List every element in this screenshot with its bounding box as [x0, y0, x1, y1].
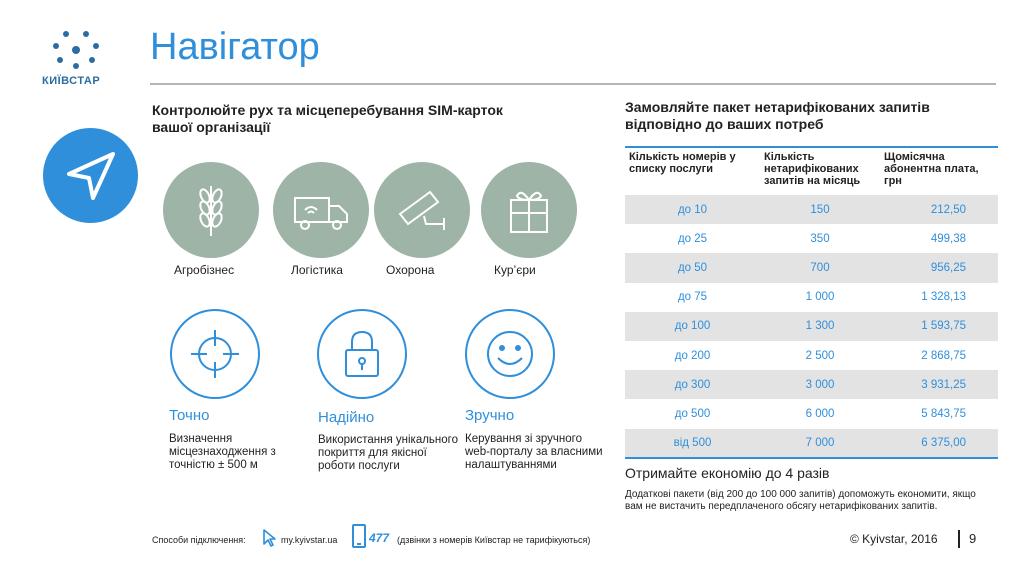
- table-cell-numbers: від 500: [625, 429, 760, 458]
- left-heading: Контролюйте рух та місцеперебування SIM-карток вашої організації: [152, 102, 503, 135]
- feature-reliability-desc: Використання унікального покриття для якісної роботи послуги: [318, 434, 458, 472]
- feature-convenience-desc: Керування зі зручного web-порталу за власними налаштуваннями: [465, 433, 603, 471]
- category-agro-label: Агробізнес: [174, 263, 235, 277]
- table-cell-numbers: до 50: [625, 253, 760, 282]
- category-logistics-label: Логістика: [291, 263, 343, 277]
- page-separator: [958, 530, 960, 548]
- table-cell-requests: 350: [810, 232, 830, 245]
- table-cell-fee: 1 593,75: [880, 312, 998, 341]
- table-row: [625, 253, 998, 282]
- table-cell-fee: 3 931,25: [880, 370, 998, 399]
- table-cell-requests: 7 000: [760, 429, 880, 458]
- table-cell-numbers: до 100: [625, 312, 760, 341]
- table-cell-numbers: до 10: [625, 195, 760, 224]
- feature-convenience-title: Зручно: [465, 407, 515, 424]
- category-couriers: [481, 162, 577, 258]
- table-cell-requests: 6 000: [805, 407, 835, 420]
- table-cell-fee: 5 843,75: [921, 407, 966, 420]
- wheat-icon: [181, 180, 241, 240]
- table-cell-numbers: до 500: [674, 407, 711, 420]
- table-header-requests: Кількість нетарифікованих запитів на місяць: [760, 147, 880, 195]
- table-cell-requests: 3 000: [760, 370, 880, 399]
- navigation-arrow-icon: [63, 148, 118, 203]
- page-title: Навігатор: [150, 26, 320, 68]
- table-cell-requests: 1 000: [805, 291, 835, 304]
- table-row: [625, 224, 998, 253]
- navigator-badge: [43, 128, 138, 223]
- table-row: [625, 195, 998, 224]
- feature-accuracy: [170, 309, 260, 399]
- table-row: [625, 429, 998, 458]
- economy-title: Отримайте економію до 4 разів: [625, 465, 830, 481]
- table-cell-fee: 6 375,00: [880, 429, 998, 458]
- table-header-numbers: Кількість номерів у списку послуги: [625, 147, 760, 195]
- title-divider: [150, 83, 996, 85]
- pricing-table: [625, 146, 998, 459]
- phone-icon: [352, 524, 366, 548]
- category-security: [374, 162, 470, 258]
- table-header-fee: Щомісячна абонентна плата, грн: [880, 147, 998, 195]
- gift-box-icon: [499, 180, 559, 240]
- table-cell-fee: 212,50: [880, 195, 998, 224]
- table-cell-fee: 1 328,13: [921, 291, 966, 304]
- feature-convenience: [465, 309, 555, 399]
- footer-note: (дзвінки з номерів Київстар не тарифікуються): [397, 535, 591, 545]
- portal-link[interactable]: my.kyivstar.ua: [281, 535, 338, 545]
- table-cell-fee: 956,25: [880, 253, 998, 282]
- category-security-label: Охорона: [386, 263, 435, 277]
- table-cell-requests: 1 300: [760, 312, 880, 341]
- cursor-icon: [262, 528, 278, 548]
- truck-icon: [291, 180, 351, 240]
- table-cell-fee: 499,38: [930, 232, 966, 245]
- table-cell-requests: 700: [760, 253, 880, 282]
- category-couriers-label: Кур’єри: [494, 263, 536, 277]
- table-row: [625, 399, 998, 428]
- padlock-icon: [332, 324, 392, 384]
- category-agro: [163, 162, 259, 258]
- table-cell-numbers: до 25: [677, 232, 708, 245]
- feature-accuracy-title: Точно: [169, 407, 210, 424]
- table-cell-fee: 2 868,75: [921, 349, 966, 362]
- page-number: 9: [969, 531, 977, 546]
- copyright: © Kyivstar, 2016: [850, 532, 938, 546]
- crosshair-icon: [185, 324, 245, 384]
- short-number: 477: [369, 531, 390, 545]
- economy-description: Додаткові пакети (від 200 до 100 000 запитів) допоможуть економити, якщо вам не вистачить передплаченого обсягу нетарифікованих запитів.: [625, 489, 976, 512]
- table-cell-numbers: до 300: [625, 370, 760, 399]
- table-cell-requests: 150: [760, 195, 880, 224]
- table-row: [625, 370, 998, 399]
- category-logistics: [273, 162, 369, 258]
- table-cell-requests: 2 500: [805, 349, 835, 362]
- table-row: [625, 283, 998, 312]
- feature-reliability-title: Надійно: [318, 409, 375, 426]
- table-header-row: [625, 147, 998, 195]
- table-row: [625, 312, 998, 341]
- security-camera-icon: [392, 180, 452, 240]
- table-cell-numbers: до 75: [677, 291, 708, 304]
- table-row: [625, 341, 998, 370]
- feature-accuracy-desc: Визначення місцезнаходження з точністю ± 500 м: [169, 433, 276, 471]
- connect-label: Способи підключення:: [152, 535, 246, 545]
- smiley-icon: [480, 324, 540, 384]
- feature-reliability: [317, 309, 407, 399]
- logo-text: КИЇВСТАР: [42, 75, 101, 87]
- table-cell-numbers: до 200: [674, 349, 711, 362]
- right-heading: Замовляйте пакет нетарифікованих запитів відповідно до ваших потреб: [625, 99, 930, 132]
